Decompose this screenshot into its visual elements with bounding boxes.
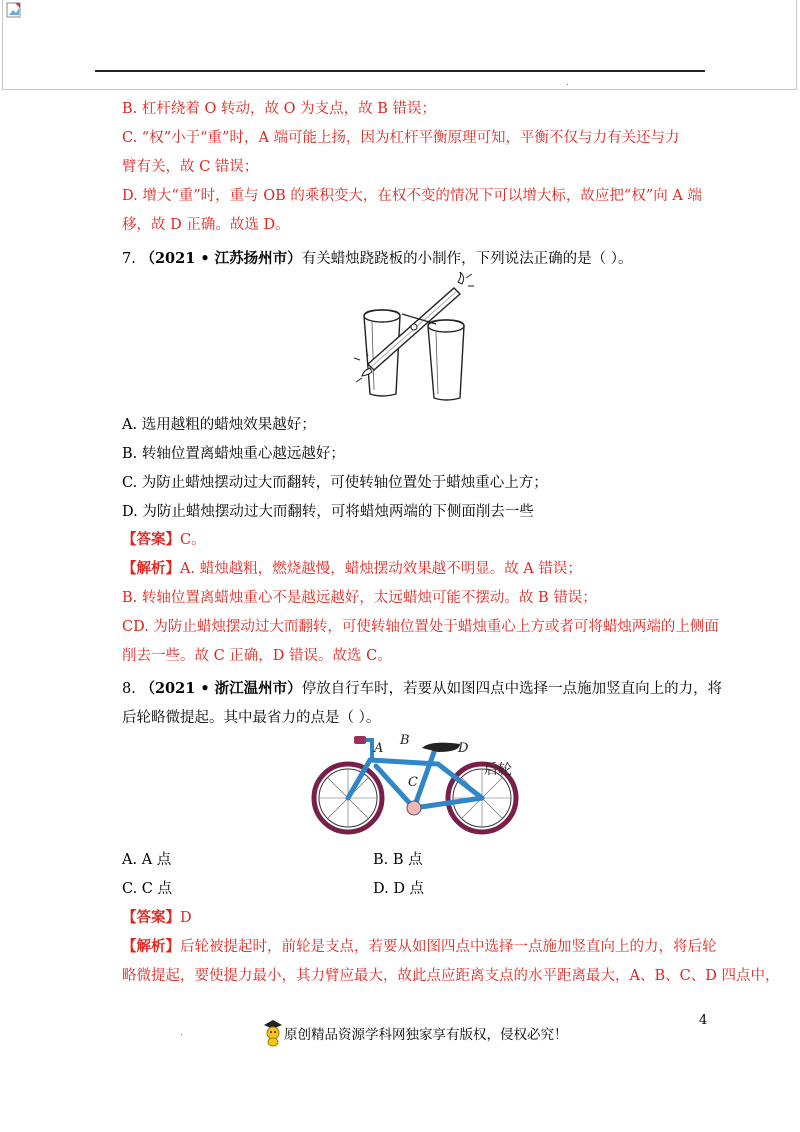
- bicycle-figure: [310, 730, 540, 840]
- option-b: B. 转轴位置离蜡烛重心越远越好；: [122, 446, 345, 462]
- option-a: A. 选用越粗的蜡烛效果越好；: [122, 417, 316, 433]
- option-b: B. B 点: [373, 852, 423, 868]
- question-text: 有关蜡烛跷跷板的小制作，下列说法正确的是（ ）。: [301, 251, 633, 267]
- rear-wheel-label: 后轮: [484, 762, 512, 778]
- copyright-text: 原创精品资源学科网独家享有版权，侵权必究！: [284, 1027, 568, 1043]
- analysis-line: C. “权”小于“重”时，A 端可能上扬，因为杠杆平衡原理可知，平衡不仅与力有关还与力: [122, 130, 680, 146]
- option-d: D. D 点: [373, 881, 425, 897]
- answer-tag: 【答案】: [122, 909, 180, 926]
- analysis-line: [122, 937, 717, 957]
- answer-line: [122, 530, 206, 550]
- question-number: 7.: [122, 251, 136, 267]
- analysis-tag: 【解析】: [122, 938, 180, 955]
- analysis-line: 略微提起，要使提力最小，其力臂应最大，故此点应距离支点的水平距离最大，A、B、C、D 四点中，: [122, 968, 780, 984]
- question-text: 停放自行车时，若要从如图四点中选择一点施加竖直向上的力，将: [301, 681, 723, 697]
- analysis-tag: 【解析】: [122, 560, 180, 577]
- point-c-label: C: [408, 775, 418, 790]
- analysis-line: [122, 559, 582, 579]
- answer-line: [122, 908, 192, 928]
- header-dot: .: [566, 78, 569, 88]
- option-d: D. 为防止蜡烛摆动过大而翻转，可将蜡烛两端的下侧面削去一些: [122, 504, 534, 520]
- option-a: A. A 点: [122, 852, 172, 868]
- question-number: 8.: [122, 681, 136, 697]
- question-8-stem: [122, 679, 722, 699]
- analysis-text: A. 蜡烛越粗，燃烧越慢，蜡烛摆动效果越不明显。故 A 错误；: [180, 561, 582, 577]
- analysis-line: B. 转轴位置离蜡烛重心不是越远越好，太远蜡烛可能不摆动。故 B 错误；: [122, 590, 597, 606]
- broken-image-icon: [6, 2, 22, 18]
- page-header: [2, 0, 797, 90]
- answer-tag: 【答案】: [122, 531, 180, 548]
- analysis-line: D. 增大“重”时，重与 OB 的乘积变大，在权不变的情况下可以增大标，故应把“权”向 A 端: [122, 188, 702, 204]
- header-rule: [95, 70, 705, 72]
- analysis-line: 臂有关，故 C 错误；: [122, 159, 259, 175]
- analysis-line: CD. 为防止蜡烛摆动过大而翻转，可使转轴位置处于蜡烛重心上方或者可将蜡烛两端的上侧面: [122, 619, 719, 635]
- page-number: 4: [699, 1013, 708, 1028]
- footer-dot: .: [180, 1028, 183, 1038]
- copyright-footer: [262, 1019, 568, 1047]
- mascot-icon: [262, 1019, 284, 1047]
- answer-value: D: [180, 910, 192, 926]
- point-d-label: D: [458, 741, 469, 756]
- point-a-label: A: [374, 741, 384, 756]
- analysis-line: 移，故 D 正确。故选 D。: [122, 217, 290, 233]
- analysis-text: 后轮被提起时，前轮是支点，若要从如图四点中选择一点施加竖直向上的力，将后轮: [180, 939, 717, 955]
- question-7-stem: [122, 249, 633, 269]
- question-source: （2021 • 浙江温州市）: [140, 680, 302, 697]
- question-source: （2021 • 江苏扬州市）: [140, 250, 302, 267]
- question-text: 后轮略微提起。其中最省力的点是（ ）。: [122, 710, 381, 726]
- analysis-line: B. 杠杆绕着 O 转动，故 O 为支点，故 B 错误；: [122, 101, 436, 117]
- option-c: C. C 点: [122, 881, 172, 897]
- answer-value: C。: [180, 532, 206, 548]
- analysis-line: 削去一些。故 C 正确，D 错误。故选 C。: [122, 648, 392, 664]
- point-b-label: B: [400, 733, 410, 748]
- option-c: C. 为防止蜡烛摆动过大而翻转，可使转轴位置处于蜡烛重心上方；: [122, 475, 548, 491]
- candle-seesaw-figure: [350, 272, 480, 402]
